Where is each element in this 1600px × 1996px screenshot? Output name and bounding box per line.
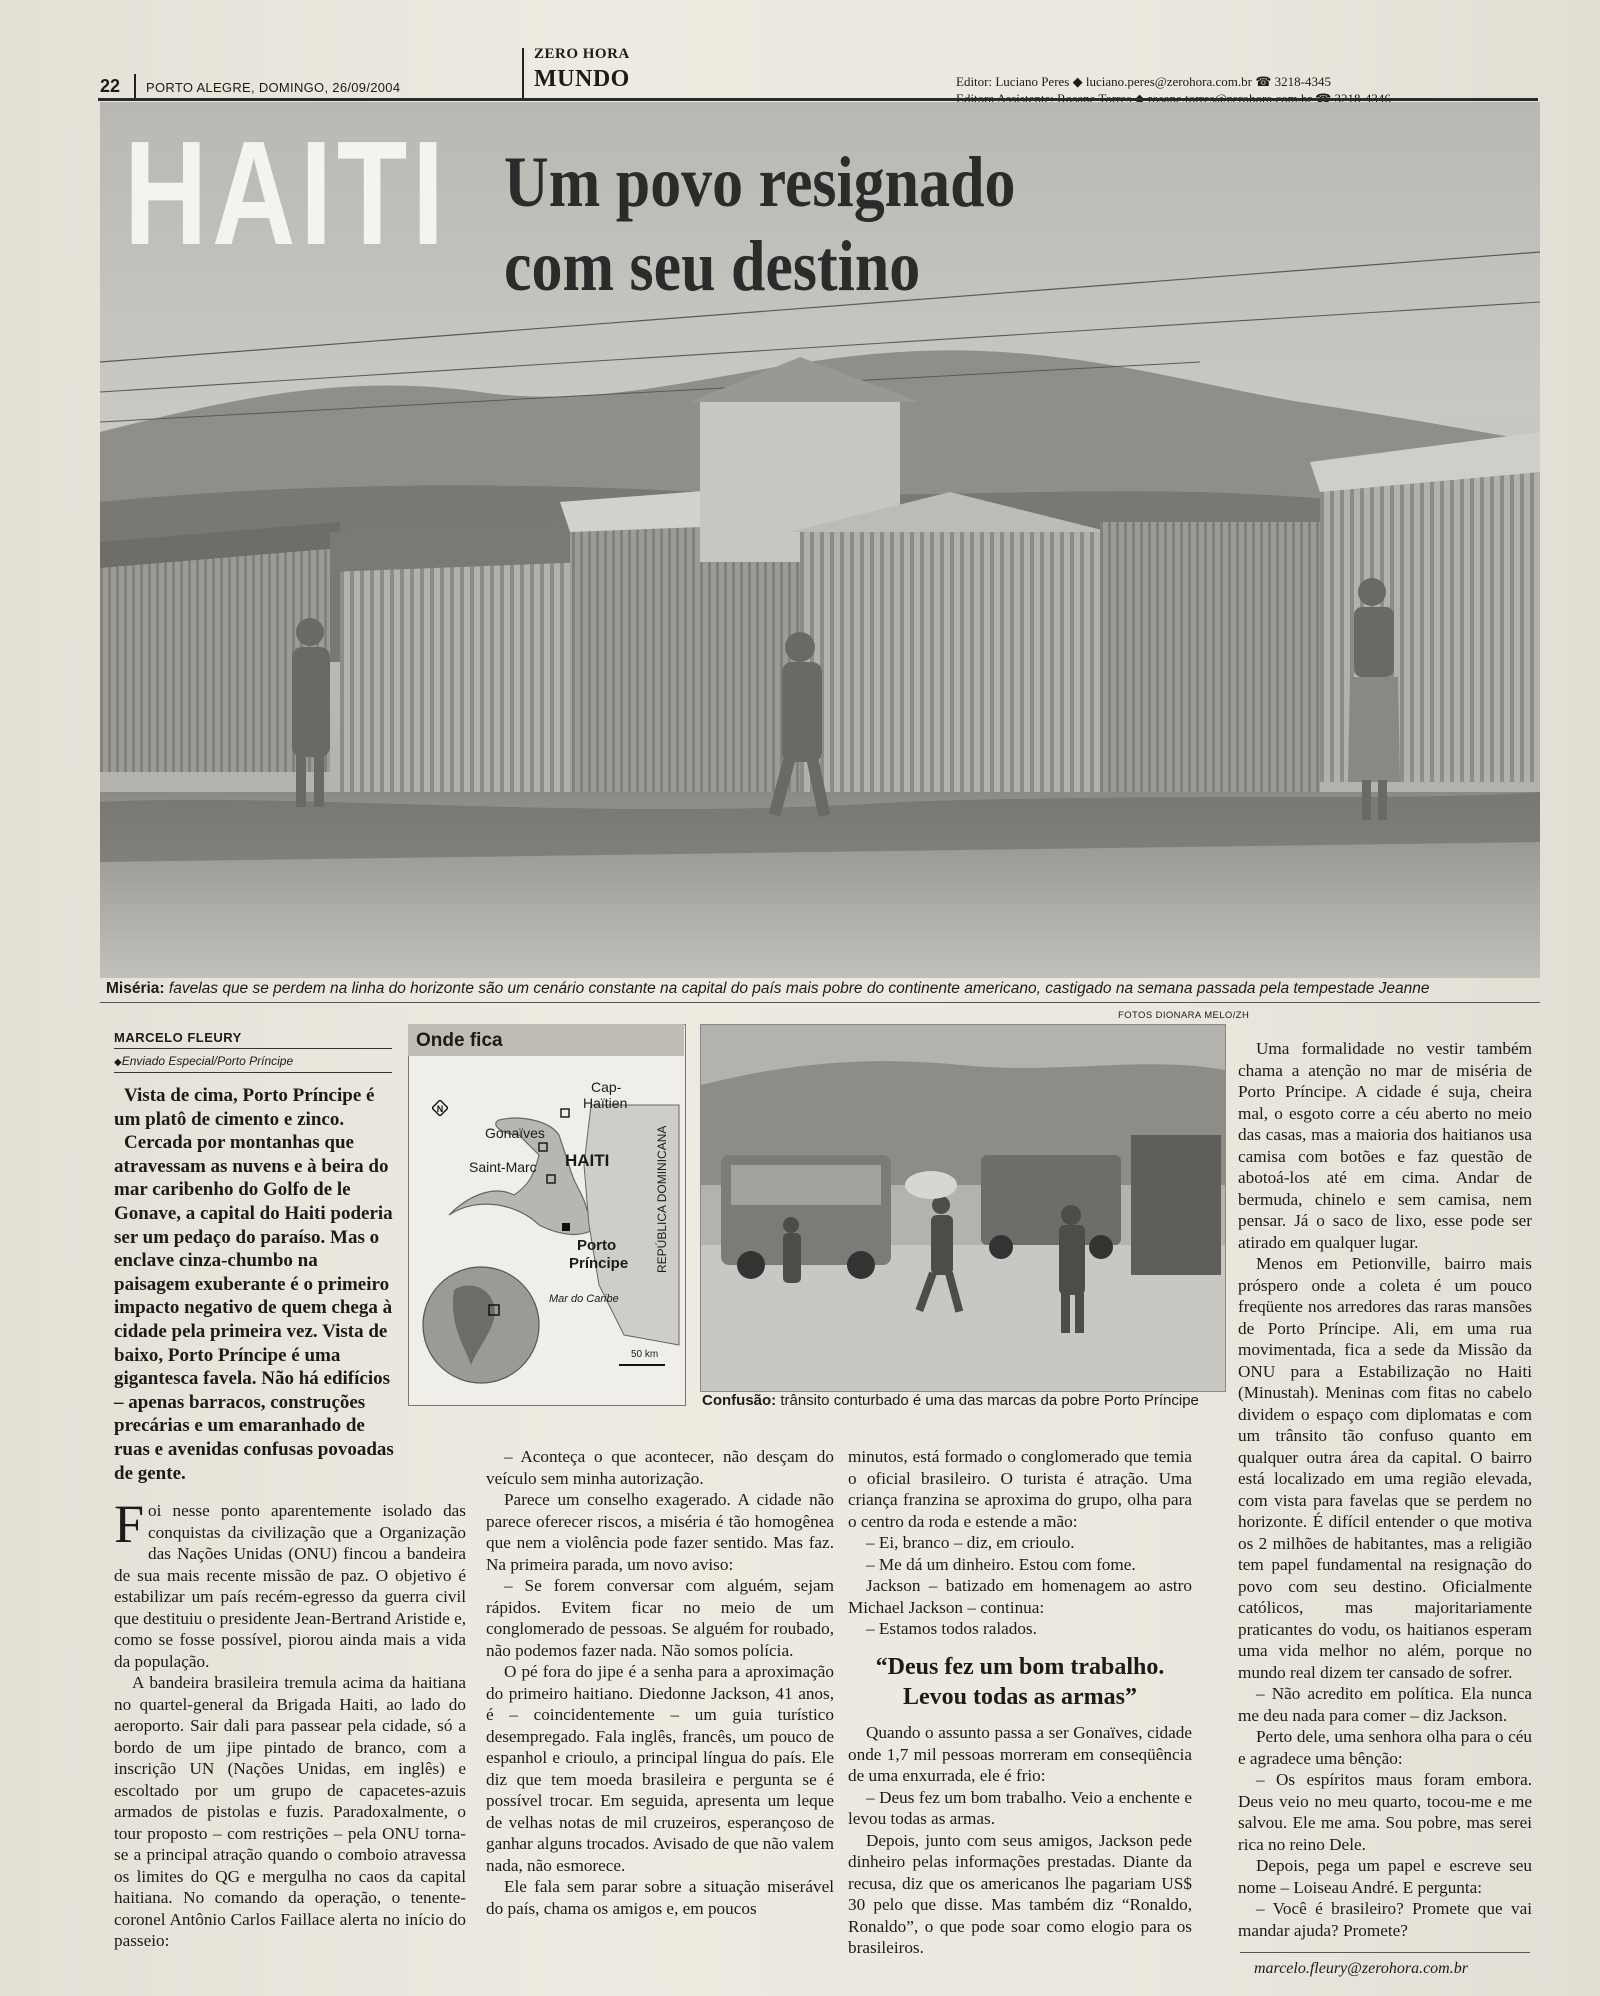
traffic-caption-label: Confusão: (702, 1392, 777, 1409)
article-paragraph: – Os espíritos maus foram embora. Deus veio no meu quarto, tocou-me e me salvou. Ele me ama. Sou pobre, mas serei rica no reino Dele. (1238, 1770, 1532, 1854)
map-title: Onde fica (416, 1030, 503, 1051)
map-label-caribbean-sea: Mar do Caribe (549, 1293, 619, 1305)
traffic-photo-illustration (701, 1025, 1225, 1391)
map-label-principe: Príncipe (569, 1255, 629, 1272)
byline-rule (114, 1072, 392, 1073)
map-label-dominican-republic: REPÚBLICA DOMINICANA (655, 1125, 669, 1273)
pull-quote: “Deus fez um bom trabalho. Levou todas as armas” (875, 1654, 1165, 1710)
paragraph-text: oi nesse ponto aparentemente isolado das conquistas da civilização que a Organização das Nações Unidas (ONU) fincou a bandeira de sua mais recente missão de paz. O objetivo é estabilizar um país recém-egresso da guerra civil que destituiu o presidente Jean-Bertrand Aristide e, como se fosse possível, piorou ainda mais a vida da população. (114, 1501, 466, 1671)
article-paragraph: O pé fora do jipe é a senha para a aproximação do primeiro haitiano. Diedonne Jackson, 41 anos, é – coincidentemente – um guia turístico desempregado. Fala inglês, francês, um pouco de espanhol e crioulo, a principal língua do país. Ele diz que tem moeda brasileira e pergunta se é possível trocar. Em seguida, apresenta um leque de velhas notas de mil cruzeiros, esperançoso de ganhar alguns trocados. Avisado de que não valem nada, não esmorece. (486, 1662, 834, 1875)
map-label-porto: Porto (577, 1237, 617, 1254)
lead-paragraphs (114, 1084, 396, 1485)
lead-paragraph: Vista de cima, Porto Príncipe é um platô de cimento e zinco. (114, 1085, 375, 1130)
section-name: MUNDO (534, 66, 630, 92)
article-column-3 (848, 1446, 1192, 1640)
signature-rule (1240, 1952, 1530, 1953)
article-paragraph: Uma formalidade no vestir também chama a atenção no mar de miséria de Porto Príncipe. A cidade é suja, cheira mal, o esgoto corre a céu aberto no meio das casas, mas a maioria dos haitianos usa camisa com botões e faz questão de abotoá-los até em cima. Andar de bermuda, chinelo e sem camisa, nem pensar. Já o saco de lixo, esse pode ser atirado em qualquer lugar. (1238, 1039, 1532, 1252)
traffic-photo (700, 1024, 1226, 1392)
map-label-cap-haitien: Haïtien (583, 1095, 628, 1111)
traffic-caption-text: trânsito conturbado é uma das marcas da pobre Porto Príncipe (776, 1392, 1199, 1409)
byline-rule (114, 1048, 392, 1049)
article-paragraph: – Me dá um dinheiro. Estou com fome. (866, 1554, 1136, 1574)
newspaper-name: ZERO HORA (534, 46, 630, 62)
article-column-1 (114, 1494, 466, 1952)
article-paragraph: Depois, junto com seus amigos, Jackson pede dinheiro pelas informações prestadas. Diante da recusa, diz que os americanos lhe pagariam US$ 30 pelo que disse. Mas também diz “Ronaldo, Ronaldo”, o que pode soar como elogio para os brasileiros. (848, 1830, 1192, 1957)
article-paragraph: A bandeira brasileira tremula acima da haitiana no quartel-general da Brigada Haiti, ao lado do aeroporto. Sair dali para passear pela cidade, só a bordo de um jipe pintado de branco, com a inscrição UN (Nações Unidas, em inglês) e escoltado por um grupo de capacetes-azuis armados de pistolas e fuzis. Paradoxalmente, o tour proposto – com restrições – pela ONU torna-se a principal atração quando o comboio atravessa os limites do QG e mergulha no caos da capital haitiana. No comando da operação, o tenente-coronel Antônio Carlos Faillace alerta no início do passeio: (114, 1673, 466, 1950)
map-label-cap-haitien: Cap- (591, 1079, 622, 1095)
map-scale: 50 km (631, 1349, 659, 1360)
article-paragraph (114, 1494, 466, 1672)
article-column-3-continued (848, 1722, 1192, 1959)
north-arrow-icon (432, 1100, 448, 1116)
map-graphic (409, 1025, 685, 1405)
page-number: 22 (100, 76, 121, 96)
hero-caption-text: favelas que se perdem na linha do horizonte são um cenário constante na capital do país mais pobre do continente americano, castigado na semana passada pela tempestade Jeanne (164, 980, 1430, 997)
author-byline: MARCELO FLEURY (114, 1030, 242, 1045)
header-divider (522, 48, 524, 100)
dateline: PORTO ALEGRE, DOMINGO, 26/09/2004 (146, 80, 401, 95)
lead-paragraph: Cercada por montanhas que atravessam as nuvens e à beira do mar caribenho do Golfo de le Gonave, a capital do Haiti poderia ser um pedaço do paraíso. Mas o enclave cinza-chumbo na paisagem exuberante é o primeiro impacto negativo de quem chega à cidade pela primeira vez. Vista de baixo, Porto Príncipe é uma gigantesca favela. Não há edifícios – apenas barracos, construções precárias e um emaranhado de ruas e avenidas confusas povoadas de gente. (114, 1132, 394, 1484)
author-email: marcelo.fleury@zerohora.com.br (1254, 1960, 1468, 1977)
hero-caption-label: Miséria: (106, 980, 165, 997)
article-paragraph: Perto dele, uma senhora olha para o céu e agradece uma bênção: (1238, 1727, 1532, 1768)
headline (504, 140, 1015, 308)
article-paragraph: Ele fala sem parar sobre a situação miserável do país, chama os amigos e, em poucos (486, 1877, 834, 1918)
map-title-bar (408, 1024, 684, 1056)
article-paragraph: – Não acredito em política. Ela nunca me deu nada para comer – diz Jackson. (1238, 1684, 1532, 1725)
article-paragraph: Jackson – batizado em homenagem ao astro Michael Jackson – continua: (848, 1576, 1192, 1617)
drop-cap: F (114, 1494, 145, 1554)
article-paragraph: – Se forem conversar com alguém, sejam rápidos. Evitem ficar no meio de um conglomerado de pessoas. Se alguém for roubado, não podemos fazer nada. Não somos polícia. (486, 1576, 834, 1660)
article-paragraph: Depois, pega um papel e escreve seu nome – Loiseau André. E pergunta: (1238, 1856, 1532, 1897)
map-label-gonaives: Gonaïves (485, 1125, 545, 1141)
article-paragraph: – Deus fez um bom trabalho. Veio a enchente e levou todas as armas. (848, 1787, 1192, 1828)
editor-line: Editor: Luciano Peres ◆ luciano.peres@zerohora.com.br ☎ 3218-4345 (956, 74, 1331, 89)
article-column-4 (1238, 1038, 1532, 1941)
article-paragraph: – Ei, branco – diz, em crioulo. (866, 1533, 1075, 1552)
headline-line-2: com seu destino (504, 226, 921, 306)
hero-caption (106, 980, 1536, 998)
article-paragraph: – Aconteça o que acontecer, não desçam do veículo sem minha autorização. (486, 1447, 834, 1488)
article-paragraph: Quando o assunto passa a ser Gonaïves, cidade onde 1,7 mil pessoas morreram em conseqüência de uma enxurrada, ele é frio: (848, 1723, 1192, 1785)
article-paragraph: Menos em Petionville, bairro mais próspero onde a coleta é um pouco freqüente nos arredores das raras mansões de Porto Príncipe. Ali, em uma rua movimentada, fica a sede da Missão da ONU para a Estabilização no Haiti (Minustah). Meninas com fitas no cabelo dividem o espaço com diplomatas e com um trânsito tão confuso quanto em qualquer outra área da capital. O bairro está localizado em uma região elevada, com vista para favelas que se perdem no horizonte. É difícil entender o que motiva os 2 milhões de habitantes, mas a religião tem papel fundamental na resignação do povo com seu destino. Oficialmente católicos, mas majoritariamente praticantes do vodu, os haitianos esperam uma vida melhor no além, porque no mundo real dizem ter cansado de sofrer. (1238, 1254, 1532, 1682)
traffic-photo-caption (702, 1392, 1232, 1409)
caption-rule (100, 1002, 1540, 1003)
header-divider (134, 74, 136, 98)
headline-line-1: Um povo resignado (504, 142, 1016, 222)
article-paragraph: minutos, está formado o conglomerado que temia o oficial brasileiro. O turista é atração. Uma criança franzina se aproxima do grupo, olha para o centro da roda e estende a mão: (848, 1447, 1192, 1531)
kicker-haiti: HAITI (124, 111, 449, 276)
article-paragraph: – Você é brasileiro? Promete que vai mandar ajuda? Promete? (1238, 1899, 1532, 1940)
article-paragraph: – Estamos todos ralados. (866, 1619, 1037, 1638)
header-rule (98, 98, 1538, 101)
locator-map (408, 1024, 686, 1406)
map-label-haiti: HAITI (565, 1151, 610, 1170)
map-label-saint-marc: Saint-Marc (469, 1159, 537, 1175)
north-label: N (436, 1104, 444, 1114)
photo-credit: FOTOS DIONARA MELO/ZH (1118, 1010, 1250, 1021)
author-role: ◆ Enviado Especial/Porto Príncipe (114, 1054, 293, 1068)
article-paragraph: Parece um conselho exagerado. A cidade não parece oferecer riscos, a miséria é tão homogênea que nem a violência pode fazer sentido. Mas faz. Na primeira parada, um novo aviso: (486, 1490, 834, 1574)
article-column-2 (486, 1446, 834, 1919)
